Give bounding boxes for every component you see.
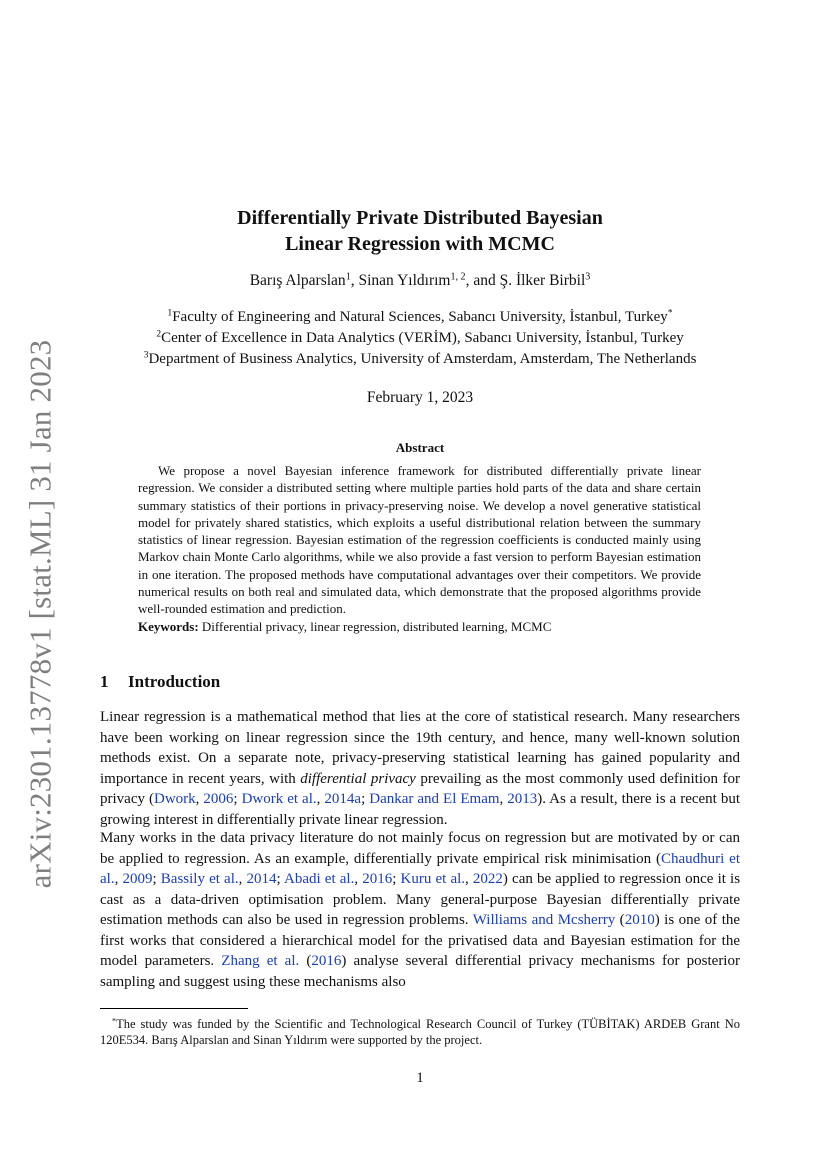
- citation-separator: ;: [233, 791, 242, 807]
- citation-separator: ;: [392, 871, 401, 887]
- citation-link[interactable]: Dankar and El Emam: [369, 791, 500, 807]
- citation-link[interactable]: 2022: [472, 871, 503, 887]
- section-title: Introduction: [128, 672, 221, 691]
- author-affil-mark: 1, 2: [450, 271, 466, 283]
- footnote: [100, 1016, 740, 1048]
- paragraph-text: ) analyse several differential privacy mechanisms for posterior sampling and suggest using these mechanisms also: [100, 953, 740, 990]
- citation-link[interactable]: Abadi et al.: [284, 871, 355, 887]
- citation-link[interactable]: 2014: [246, 871, 277, 887]
- paragraph-text: prevailing as the most commonly used definition for privacy (: [100, 770, 740, 807]
- citation-link[interactable]: Chaudhuri et al.: [100, 850, 740, 887]
- arxiv-stamp: [18, 339, 62, 889]
- citation-link[interactable]: 2014a: [324, 791, 362, 807]
- affil-text: Faculty of Engineering and Natural Sciences, Sabancı University, İstanbul, Turkey: [172, 309, 668, 325]
- footnote-divider: [100, 1008, 248, 1009]
- citation-separator: ;: [276, 871, 284, 887]
- citation-link[interactable]: 2006: [203, 791, 234, 807]
- paragraph-text: ). As a result, there is a recent but growing interest in differentially private linear regression.: [100, 791, 741, 828]
- affil-mark: 3: [143, 349, 149, 361]
- citation-link[interactable]: Bassily et al.: [160, 871, 239, 887]
- paragraph-text: Linear regression is a mathematical method that lies at the core of statistical research. Many researchers have been working on linear regression since the 19th century, and hence, many well-known solution methods exist. On a separate note, privacy-preserving statistical learning has gained popularity and importance in recent years, with: [100, 709, 740, 787]
- section-number: 1: [100, 672, 109, 691]
- citation-link[interactable]: 2010: [624, 912, 655, 928]
- affil-text: Center of Excellence in Data Analytics (VERİM), Sabancı University, İstanbul, Turkey: [161, 330, 684, 346]
- paragraph-text: ) can be applied to regression once it is cast as a data-driven optimisation problem. Many general-purpose Bayesian differentially private estimation methods can also be used in regression problems.: [100, 871, 741, 928]
- author-separator: , and: [465, 272, 500, 289]
- author-affil-mark: 1: [345, 271, 351, 283]
- citation-link[interactable]: Dwork et al.: [241, 791, 317, 807]
- arxiv-stamp-text: arXiv:2301.13778v1 [stat.ML] 31 Jan 2023: [22, 339, 57, 889]
- citation-separator: ,: [465, 871, 473, 887]
- publication-date: February 1, 2023: [366, 389, 474, 406]
- author-name: Ş. İlker Birbil: [499, 272, 586, 289]
- paper-title: [100, 205, 740, 257]
- citation-separator: ;: [152, 871, 161, 887]
- abstract-text: We propose a novel Bayesian inference framework for distributed differentially private linear regression. We consider a distributed setting where multiple parties hold parts of the data and share certain summary statistics of their portions in privacy-preserving noise. We develop a novel generative statistical model for privately shared statistics, which exploits a useful distributional relation between the summary statistics of linear regression. Bayesian estimation of the regression coefficients is conducted mainly using Markov chain Monte Carlo algorithms, while we also provide a fast version to perform Bayesian estimation in one iteration. The proposed methods have computational advantages over their competitors. We provide numerical results on both real and simulated data, which demonstrate that the proposed algorithms provide well-rounded estimation and prediction.: [138, 463, 701, 617]
- citation-link[interactable]: 2013: [507, 791, 538, 807]
- affiliation-line: [100, 349, 740, 370]
- footnote-mark: *: [667, 307, 673, 319]
- citation-link[interactable]: Dwork: [153, 791, 196, 807]
- paragraph-text: Many works in the data privacy literature do not mainly focus on regression but are motivated by or can be applied to regression. As an example, differentially private empirical risk minimisation (: [100, 830, 740, 867]
- title-line-2: Linear Regression with MCMC: [285, 233, 555, 255]
- section-heading: [100, 672, 220, 692]
- keywords-text: Differential privacy, linear regression, distributed learning, MCMC: [201, 618, 552, 634]
- footnote-marker: *: [112, 1016, 117, 1026]
- citation-link[interactable]: 2016: [311, 953, 342, 969]
- author-name: Barış Alparslan: [249, 272, 346, 289]
- citation-link[interactable]: 2009: [122, 871, 153, 887]
- keywords-label: Keywords:: [138, 618, 199, 634]
- abstract-heading: Abstract: [395, 440, 445, 455]
- affiliation-line: [100, 307, 740, 328]
- affiliations: [100, 307, 740, 370]
- citation-separator: ,: [499, 791, 508, 807]
- title-line-1: Differentially Private Distributed Bayesian: [237, 207, 603, 229]
- citation-link[interactable]: 2016: [362, 871, 393, 887]
- paragraph-1: [100, 707, 740, 830]
- author-separator: ,: [350, 272, 359, 289]
- citation-separator: ,: [195, 791, 204, 807]
- affil-mark: 2: [156, 328, 162, 340]
- affil-text: Department of Business Analytics, University of Amsterdam, Amsterdam, The Netherlands: [148, 351, 697, 367]
- citation-separator: ;: [361, 791, 370, 807]
- emphasis-text: differential privacy: [300, 770, 416, 787]
- paragraph-2: [100, 828, 740, 992]
- citation-link[interactable]: Zhang et al.: [221, 953, 300, 969]
- page-number: 1: [416, 1070, 424, 1086]
- citation-separator: (: [615, 912, 625, 928]
- citation-separator: ,: [354, 871, 363, 887]
- citation-link[interactable]: Williams and Mcsherry: [472, 912, 616, 928]
- author-name: Sinan Yıldırım: [358, 272, 451, 289]
- affil-mark: 1: [167, 307, 173, 319]
- affiliation-line: [100, 328, 740, 349]
- paragraph-text: ) is one of the first works that considered a hierarchical model for the privatised data and Bayesian estimation for the model parameters.: [100, 912, 741, 969]
- citation-separator: ,: [238, 871, 247, 887]
- footnote-text: The study was funded by the Scientific and Technological Research Council of Turkey (TÜBİTAK) ARDEB Grant No 120E534. Barış Alparslan and Sinan Yıldırım were supported by the project.: [100, 1017, 740, 1047]
- author-list: [100, 272, 740, 290]
- citation-separator: (: [299, 953, 312, 969]
- author-affil-mark: 3: [585, 271, 591, 283]
- keywords-line: [138, 618, 701, 635]
- citation-separator: ,: [316, 791, 325, 807]
- abstract-body: [138, 462, 701, 635]
- citation-separator: ,: [114, 871, 123, 887]
- citation-link[interactable]: Kuru et al.: [400, 871, 466, 887]
